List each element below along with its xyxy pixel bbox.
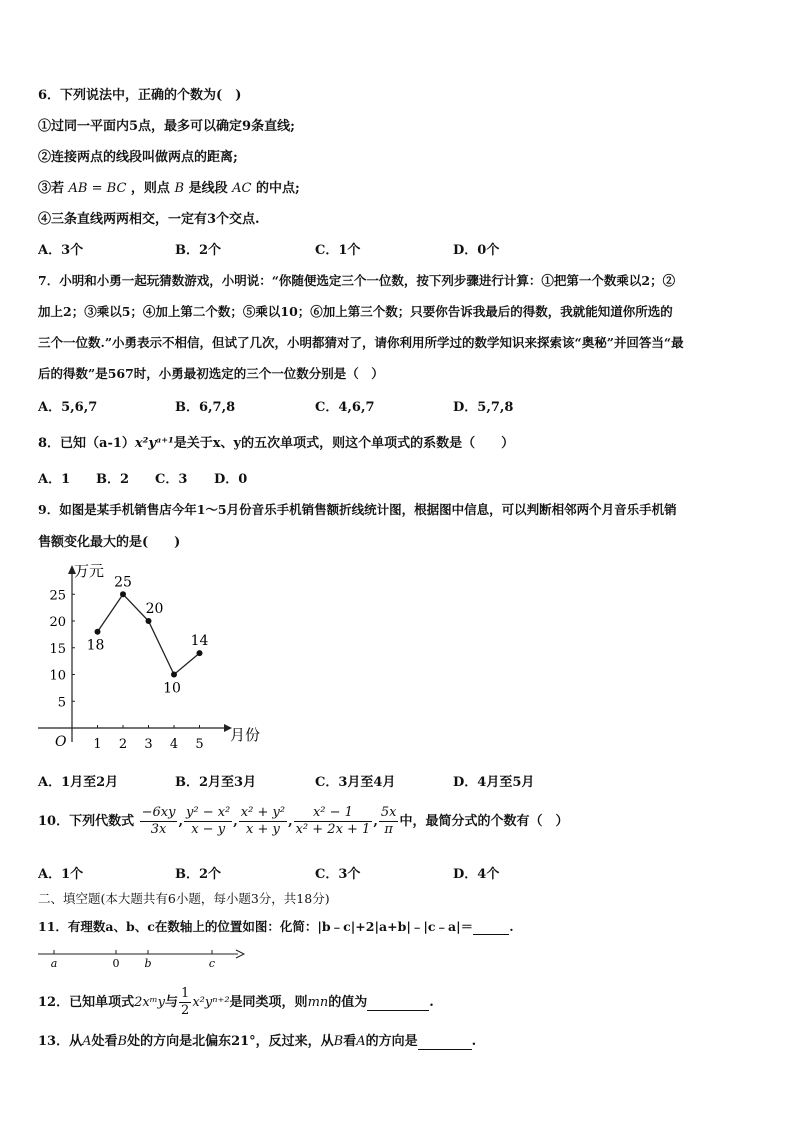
q10-fraction-4: $\frac{\text{x² − 1}}{\text{x² + 2x + 1}}$ bbox=[295, 805, 371, 837]
q6-s3-mid: ，则点 bbox=[130, 181, 170, 196]
q7-line-3: 三个一位数.”小勇表示不相信，但试了几次，小明都猜对了，请你利用所学过的数学知识来探索该“奥秘”并回答当“最 bbox=[38, 335, 684, 350]
q8-option-a[interactable]: A．1 bbox=[38, 472, 71, 487]
data-point bbox=[95, 629, 101, 635]
y-tick-label: 20 bbox=[49, 615, 66, 630]
y-tick-label: 25 bbox=[49, 588, 66, 604]
q6-statement-3 bbox=[38, 177, 300, 196]
y-tick-label: 15 bbox=[49, 641, 66, 657]
data-label: 20 bbox=[145, 601, 164, 617]
q6-statement-4: ④三条直线两两相交，一定有3个交点. bbox=[38, 212, 260, 227]
q11-stem bbox=[38, 917, 514, 935]
q6-option-d[interactable]: D．0个 bbox=[453, 243, 500, 258]
q10-option-b[interactable]: B．2个 bbox=[175, 867, 222, 882]
q7-option-d[interactable]: D．5,7,8 bbox=[453, 400, 514, 415]
q6-s3-mid2: 是线段 bbox=[188, 181, 228, 196]
number-line-label: b bbox=[144, 957, 152, 970]
q10-post: 中，最简分式的个数有（ ） bbox=[399, 814, 569, 829]
data-label: 25 bbox=[114, 574, 132, 591]
q6-option-a[interactable]: A．3个 bbox=[38, 243, 84, 258]
q6-stem: 6．下列说法中，正确的个数为( ) bbox=[38, 88, 242, 103]
q8-post: 是关于x、y的五次单项式，则这个单项式的系数是（ ） bbox=[173, 436, 515, 451]
q12-stem bbox=[38, 986, 434, 1019]
q6-statement-2: ②连接两点的线段叫做两点的距离; bbox=[38, 150, 238, 165]
q6-s3-post: 的中点; bbox=[255, 181, 300, 196]
origin-label: O bbox=[55, 734, 67, 750]
q9-option-d[interactable]: D．4月至5月 bbox=[453, 775, 535, 790]
q10-pre: 10．下列代数式 bbox=[38, 814, 135, 829]
q9-line-2: 售额变化最大的是( ) bbox=[38, 535, 181, 550]
q10-stem: 10．下列代数式 $\frac{-6xy}{3x}$ , $\frac{\text{y² − x²}}{x - y}$ , $\frac{\text{x² + y²}}{x + y}$ , $\frac{\text{x² − 1}}{\text{x² + 2x + 1}}$ , $\frac{5x}{\pi}$ 中，最简分式的个数有（ ） bbox=[38, 805, 569, 837]
x-tick-label: 4 bbox=[169, 737, 179, 752]
data-point bbox=[146, 618, 152, 624]
q6-statement-1: ①过同一平面内5点，最多可以确定9条直线; bbox=[38, 119, 295, 134]
q13-answer-blank[interactable] bbox=[418, 1034, 472, 1050]
q6-s3-ac: AC bbox=[232, 181, 252, 196]
q13-stem bbox=[38, 1030, 476, 1050]
q10-option-a[interactable]: A．1个 bbox=[38, 867, 84, 882]
data-point bbox=[197, 650, 203, 656]
q13-end: . bbox=[471, 1034, 477, 1049]
q12-mn: mn bbox=[307, 995, 329, 1010]
q7-line-2: 加上2；③乘以5；④加上第二个数；⑤乘以10；⑥加上第三个数；只要你告诉我最后的得数，我就能知道你所选的 bbox=[38, 304, 673, 319]
q10-option-d[interactable]: D．4个 bbox=[453, 867, 500, 882]
q13-mid3: 看 bbox=[343, 1034, 357, 1049]
data-label: 14 bbox=[190, 633, 209, 650]
q6-option-c[interactable]: C．1个 bbox=[315, 243, 361, 258]
number-line-label: c bbox=[208, 957, 216, 970]
data-point bbox=[171, 672, 177, 678]
q10-fraction-2: $\frac{\text{y² − x²}}{x - y}$ bbox=[186, 805, 231, 837]
q10-fraction-3: $\frac{\text{x² + y²}}{x + y}$ bbox=[240, 805, 286, 837]
x-tick-label: 1 bbox=[93, 737, 102, 752]
section-heading-fill-in: 二、填空题(本大题共有6小题，每小题3分，共18分) bbox=[38, 891, 330, 906]
q12-post: 的值为 bbox=[328, 995, 368, 1010]
sales-line-chart bbox=[34, 560, 274, 755]
q12-fraction: $\frac{1}{2}$ bbox=[181, 986, 190, 1018]
q7-option-a[interactable]: A．5,6,7 bbox=[38, 400, 98, 415]
number-line bbox=[36, 944, 248, 972]
q8-stem bbox=[38, 432, 514, 451]
q8-pre: 8．已知（a-1） bbox=[38, 436, 135, 451]
q6-s3-math: AB = BC bbox=[68, 181, 127, 196]
q13-point-a: A bbox=[82, 1034, 92, 1049]
q12-monomial-2: x²yⁿ⁺² bbox=[192, 995, 230, 1010]
q12-answer-blank[interactable] bbox=[367, 995, 429, 1011]
q10-fraction-1: $\frac{-6xy}{3x}$ bbox=[141, 805, 176, 837]
q12-mid2: 是同类项，则 bbox=[229, 995, 308, 1010]
q7-option-b[interactable]: B．6,7,8 bbox=[175, 400, 236, 415]
q11-text: 11．有理数a、b、c在数轴上的位置如图：化简：|b﹣c|+2|a+b|﹣|c﹣a|＝ bbox=[38, 919, 474, 934]
x-axis-label: 月份 bbox=[230, 726, 261, 744]
q7-line-1: 7．小明和小勇一起玩猜数游戏，小明说：“你随便选定三个一位数，按下列步骤进行计算：①把第一个数乘以2；② bbox=[38, 273, 676, 288]
q13-mid1: 处看 bbox=[91, 1034, 118, 1049]
data-label: 18 bbox=[86, 637, 105, 654]
q9-option-b[interactable]: B．2月至3月 bbox=[175, 775, 257, 790]
q13-point-b2: B bbox=[333, 1034, 344, 1049]
q13-point-b: B bbox=[117, 1034, 128, 1049]
q8-monomial: x²yᵃ⁺¹ bbox=[134, 436, 174, 451]
y-axis-label: 万元 bbox=[74, 562, 105, 580]
data-label: 10 bbox=[163, 680, 181, 697]
q9-option-a[interactable]: A．1月至2月 bbox=[38, 775, 119, 790]
q11-answer-blank[interactable] bbox=[473, 919, 509, 935]
q12-pre: 12．已知单项式 bbox=[38, 995, 135, 1010]
x-tick-label: 2 bbox=[118, 737, 128, 752]
q12-mid: 与 bbox=[165, 995, 179, 1010]
q12-monomial-1: 2xᵐy bbox=[134, 995, 166, 1010]
q6-s3-pre: ③若 bbox=[38, 181, 65, 196]
q9-option-c[interactable]: C．3月至4月 bbox=[315, 775, 396, 790]
y-tick-label: 5 bbox=[57, 695, 66, 711]
number-line-label: a bbox=[50, 957, 58, 970]
q13-point-a2: A bbox=[356, 1034, 366, 1049]
x-tick-label: 5 bbox=[195, 737, 204, 752]
q8-option-c[interactable]: C．3 bbox=[155, 472, 188, 487]
data-point bbox=[120, 591, 126, 597]
y-tick-label: 10 bbox=[49, 668, 66, 684]
q13-mid2: 处的方向是北偏东21°，反过来，从 bbox=[127, 1034, 334, 1049]
q9-line-1: 9．如图是某手机销售店今年1～5月份音乐手机销售额折线统计图，根据图中信息，可以判断相邻两个月音乐手机销 bbox=[38, 502, 677, 517]
q8-option-b[interactable]: B．2 bbox=[96, 472, 130, 487]
q10-option-c[interactable]: C．3个 bbox=[315, 867, 361, 882]
q6-s3-b: B bbox=[174, 181, 185, 196]
q13-post: 的方向是 bbox=[365, 1034, 418, 1049]
q13-pre: 13．从 bbox=[38, 1034, 83, 1049]
q10-fraction-5: $\frac{5x}{\pi}$ bbox=[380, 805, 397, 837]
q7-line-4: 后的得数”是567时，小勇最初选定的三个一位数分别是（ ） bbox=[38, 366, 384, 381]
q8-option-d[interactable]: D．0 bbox=[214, 472, 248, 487]
q12-end: . bbox=[429, 995, 434, 1010]
q6-option-b[interactable]: B．2个 bbox=[175, 243, 222, 258]
number-line-label: 0 bbox=[112, 957, 120, 970]
q7-option-c[interactable]: C．4,6,7 bbox=[315, 400, 375, 415]
x-tick-label: 3 bbox=[144, 737, 153, 752]
q11-end: . bbox=[509, 919, 514, 934]
